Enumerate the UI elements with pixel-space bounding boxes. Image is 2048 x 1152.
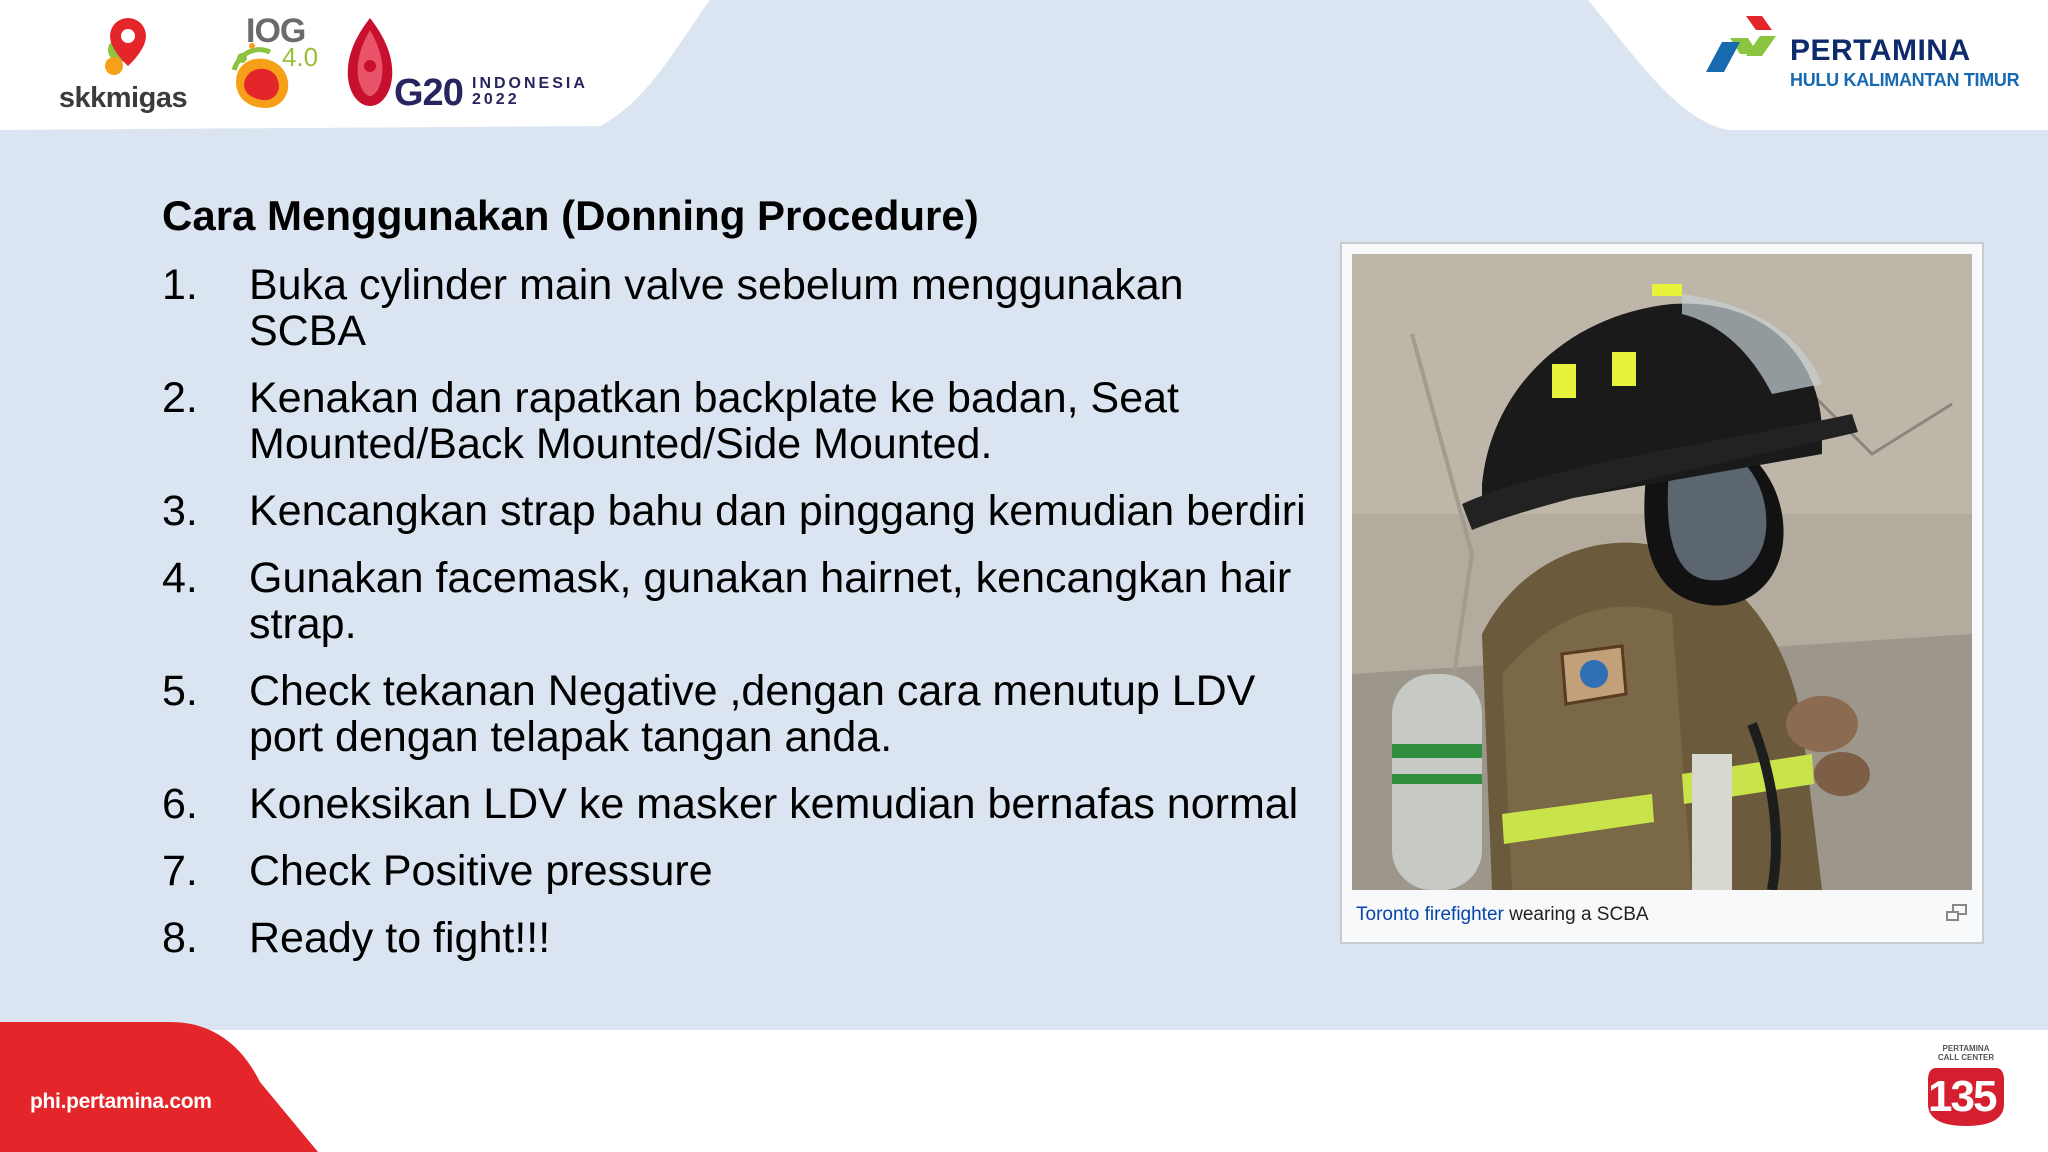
caption-link-firefighter[interactable]: firefighter [1424, 904, 1504, 925]
step-text: Kencangkan strap bahu dan pinggang kemudian berdiri [249, 487, 1306, 535]
step-number: 1. [162, 261, 198, 309]
pertamina-wordmark: PERTAMINA [1790, 34, 1971, 67]
footer-red-shape [0, 1022, 330, 1152]
iog-wordmark: IOG [246, 12, 306, 50]
caption-text: wearing a SCBA [1509, 904, 1649, 925]
step-text: Buka cylinder main valve sebelum menggunakan SCBA [249, 261, 1184, 355]
pertamina-unit: HULU KALIMANTAN TIMUR [1790, 70, 2020, 90]
step-number: 7. [162, 847, 198, 895]
step-number: 3. [162, 487, 198, 535]
step-text: Check Positive pressure [249, 847, 713, 895]
call-center-number: 135 [1928, 1072, 1996, 1121]
procedure-step [162, 555, 1312, 647]
step-text: Check tekanan Negative ,dengan cara menutup LDV port dengan telapak tangan anda. [249, 667, 1256, 761]
caption-link-toronto[interactable]: Toronto [1356, 904, 1420, 925]
call-center-logo [1926, 1044, 2006, 1126]
iog-logo [226, 12, 319, 112]
pertamina-logo [1700, 14, 2020, 104]
step-text: Gunakan facemask, gunakan hairnet, kencangkan hair strap. [249, 554, 1292, 648]
g20-country-label: INDONESIA [472, 75, 588, 92]
step-text: Ready to fight!!! [249, 914, 551, 962]
g20-gunungan-icon [344, 16, 396, 108]
step-text: Kenakan dan rapatkan backplate ke badan, Seat Mounted/Back Mounted/Side Mounted. [249, 374, 1179, 468]
procedure-step [162, 488, 1312, 534]
magnify-icon[interactable] [1946, 904, 1968, 922]
figure-thumbnail [1340, 242, 1984, 944]
step-text: Koneksikan LDV ke masker kemudian bernafas normal [249, 780, 1299, 828]
call-center-label: PERTAMINA CALL CENTER [1937, 1044, 1995, 1062]
g20-logo [344, 16, 594, 116]
step-number: 6. [162, 780, 198, 828]
procedure-step [162, 848, 1312, 894]
procedure-list [162, 262, 1312, 982]
procedure-step [162, 375, 1312, 467]
step-number: 4. [162, 554, 198, 602]
step-number: 2. [162, 374, 198, 422]
skkmigas-logo [48, 14, 198, 114]
slide-title: Cara Menggunakan (Donning Procedure) [162, 192, 979, 239]
skkmigas-pin-icon [86, 14, 162, 84]
footer-url[interactable]: phi.pertamina.com [30, 1090, 212, 1113]
step-number: 8. [162, 914, 198, 962]
step-number: 5. [162, 667, 198, 715]
iog-version: 4.0 [282, 42, 319, 72]
g20-wordmark: G20 [394, 72, 463, 114]
skkmigas-wordmark: skkmigas [58, 82, 188, 114]
procedure-step [162, 781, 1312, 827]
procedure-step [162, 915, 1312, 961]
g20-country [472, 76, 588, 108]
procedure-step [162, 668, 1312, 760]
pertamina-arrow-icon [1700, 14, 1780, 84]
firefighter-photo [1352, 254, 1972, 890]
procedure-step [162, 262, 1312, 354]
g20-year-label: 2022 [472, 91, 520, 108]
figure-caption [1356, 904, 1649, 926]
